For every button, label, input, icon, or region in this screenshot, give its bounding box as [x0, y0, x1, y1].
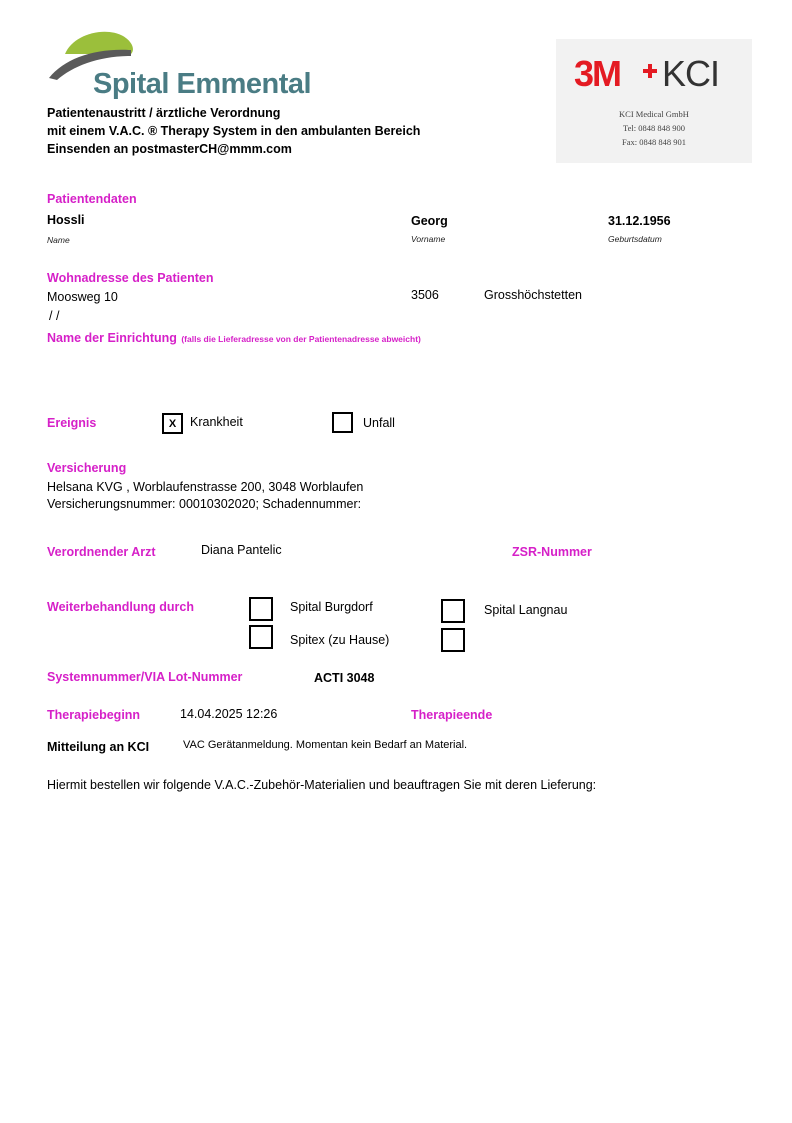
section-patient-data: Patientendaten — [47, 192, 137, 206]
partner-fax: Fax: 0848 848 901 — [622, 137, 686, 147]
followup-option-2: Spital Langnau — [484, 603, 568, 617]
accident-checkbox[interactable] — [332, 412, 353, 433]
plus-icon — [642, 63, 658, 79]
order-text: Hiermit bestellen wir folgende V.A.C.-Zubehör-Materialien und beauftragen Sie mit deren Lieferung: — [47, 778, 597, 792]
event-label: Ereignis — [47, 416, 97, 430]
illness-label: Krankheit — [190, 415, 243, 429]
therapy-start-label: Therapiebeginn — [47, 708, 141, 722]
address-zip: 3506 — [411, 288, 439, 302]
insurance-line2: Versicherungsnummer: 00010302020; Schadennummer: — [47, 497, 362, 511]
zsr-label: ZSR-Nummer — [512, 545, 592, 559]
message-text: VAC Gerätanmeldung. Momentan kein Bedarf an Material. — [183, 739, 468, 751]
address-city: Grosshöchstetten — [484, 288, 582, 302]
patient-first-name: Georg — [411, 214, 448, 228]
patient-birth-date: 31.12.1956 — [608, 214, 671, 228]
hospital-logo — [47, 28, 319, 100]
section-address: Wohnadresse des Patienten — [47, 271, 214, 285]
facility-label: Name der Einrichtung — [47, 331, 177, 345]
partner-company: KCI Medical GmbH — [619, 109, 689, 119]
address-extra: / / — [49, 309, 60, 323]
patient-last-name: Hossli — [47, 213, 85, 227]
brand-3m-logo: 3M — [574, 53, 621, 94]
caption-name: Name — [47, 235, 70, 245]
therapy-start-value: 14.04.2025 12:26 — [180, 707, 278, 721]
illness-checkbox[interactable]: X — [162, 413, 183, 434]
insurance-line1: Helsana KVG , Worblaufenstrasse 200, 3048 Worblaufen — [47, 480, 364, 494]
system-label: Systemnummer/VIA Lot-Nummer — [47, 670, 243, 684]
form-title-line1: Patientenaustritt / ärztliche Verordnung — [47, 106, 281, 120]
form-title-line2: mit einem V.A.C. ® Therapy System in den ambulanten Bereich — [47, 124, 421, 138]
accident-label: Unfall — [363, 416, 395, 430]
doctor-name: Diana Pantelic — [201, 543, 282, 557]
insurance-label: Versicherung — [47, 461, 127, 475]
caption-birth-date: Geburtsdatum — [608, 234, 662, 244]
hospital-name: Spital Emmental — [93, 68, 312, 100]
partner-logo-card — [556, 39, 752, 163]
followup-option-3: Spitex (zu Hause) — [290, 633, 390, 647]
facility-row — [47, 329, 421, 347]
doctor-label: Verordnender Arzt — [47, 545, 156, 559]
address-street: Moosweg 10 — [47, 290, 118, 304]
followup-checkbox-3[interactable] — [249, 625, 273, 649]
followup-label: Weiterbehandlung durch — [47, 600, 194, 614]
partner-tel: Tel: 0848 848 900 — [623, 123, 685, 133]
followup-checkbox-4[interactable] — [441, 628, 465, 652]
followup-checkbox-2[interactable] — [441, 599, 465, 623]
followup-checkbox-1[interactable] — [249, 597, 273, 621]
facility-note: (falls die Lieferadresse von der Patientenadresse abweicht) — [181, 334, 421, 344]
caption-first-name: Vorname — [411, 234, 446, 244]
form-title-line3: Einsenden an postmasterCH@mmm.com — [47, 142, 292, 156]
therapy-end-label: Therapieende — [411, 708, 493, 722]
followup-option-1: Spital Burgdorf — [290, 600, 373, 614]
system-value: ACTI 3048 — [314, 671, 375, 685]
brand-kci-logo: KCI — [662, 53, 720, 94]
message-label: Mitteilung an KCI — [47, 740, 150, 754]
